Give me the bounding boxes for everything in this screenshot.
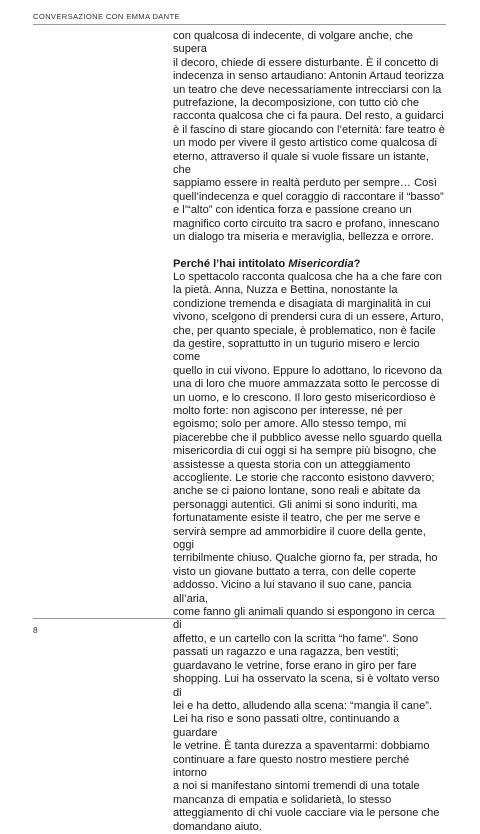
body-paragraph: Lo spettacolo racconta qualcosa che ha a che fare con la pietà. Anna, Nuzza e Bettina, nonostante la condizione tremenda e disagiata di marginalità in cui vivono, scelgono di prendersi cura di un essere, Arturo, che, per quanto speciale, è problematico, non è facile da gestire, soprattutto in un tugurio misero e lercio come quello in cui vivono. Eppure lo adottano, lo ricevono da una di loro che muore ammazzata sotto le percosse di un uomo, e lo crescono. Il loro gesto misericordioso è molto forte: non agiscono per interesse, né per egoismo; solo per amore. Allo stesso tempo, mi piacerebbe che il pubblico avesse nello sguardo quella misericordia di cui oggi si ha sempre più bisogno, che assistesse a questa storia con un atteggiamento accogliente. Le storie che racconto esistono davvero; anche se ci paiono lontane, sono reali e abitate da personaggi autentici. Gli animi si sono induriti, ma fortunatamente esiste il teatro, che per me serve e servirà sempre ad ammorbidire il cuore della gente, oggi terribilmente chiuso. Qualche giorno fa, per strada, ho visto un giovane buttato a terra, con delle coperte addosso. Vicino a lui stavano il suo cane, pancia all’aria, come fanno gli animali quando si espongono in cerca di affetto, e un cartello con la scritta “ho fame”. Sono passati un ragazzo e una ragazza, ben vestiti; guardavano le vetrine, forse erano in giro per fare shopping. Lui ha osservato la scena, si è voltato verso di lei e ha detto, alludendo alla scena: “mangia il cane”. Lei ha riso e sono passati oltre, continuando a guardare le vetrine. È tanta durezza a spaventarmi: dobbiamo continuare a fare questo nostro mestiere perché intorno a noi si manifestano sintomi tremendi di una totale mancanza di empatia e solidarietà, lo stesso atteggiamento di chi vuole cacciare via le persone che domandano aiuto. (173, 270, 444, 833)
body-text-column (173, 30, 445, 834)
footer-divider (33, 618, 446, 619)
question-text: Perché l’hai intitolato (173, 257, 289, 270)
header-divider (33, 24, 446, 25)
interview-question (173, 258, 445, 271)
question-mark: ? (353, 257, 361, 270)
body-paragraph: con qualcosa di indecente, di volgare anche, che supera il decoro, chiede di essere disturbante. È il concetto di indecenza in senso artaudiano: Antonin Artaud teorizza un teatro che deve necessariamente intrecciarsi con la putrefazione, la decomposizione, con tutto ciò che racconta qualcosa che ci fa paura. Del resto, a guidarci è il fascino di stare giocando con l’eternità: fare teatro è un modo per vivere il gesto artistico come qualcosa di eterno, attraverso il quale si vuole fissare un istante, che sappiamo essere in realtà perduto per sempre… Così quell’indecenza e quel coraggio di raccontare il “basso” e l’“alto” con identica forza e passione creano un magnifico corto circuito tra sacro e profano, innescano un dialogo tra miseria e meraviglia, bellezza e orrore. (173, 30, 445, 244)
running-header: CONVERSAZIONE CON EMMA DANTE (33, 12, 180, 21)
paragraph-spacer (173, 245, 445, 258)
work-title: Misericordia (288, 257, 354, 270)
page-number: 8 (33, 625, 38, 635)
